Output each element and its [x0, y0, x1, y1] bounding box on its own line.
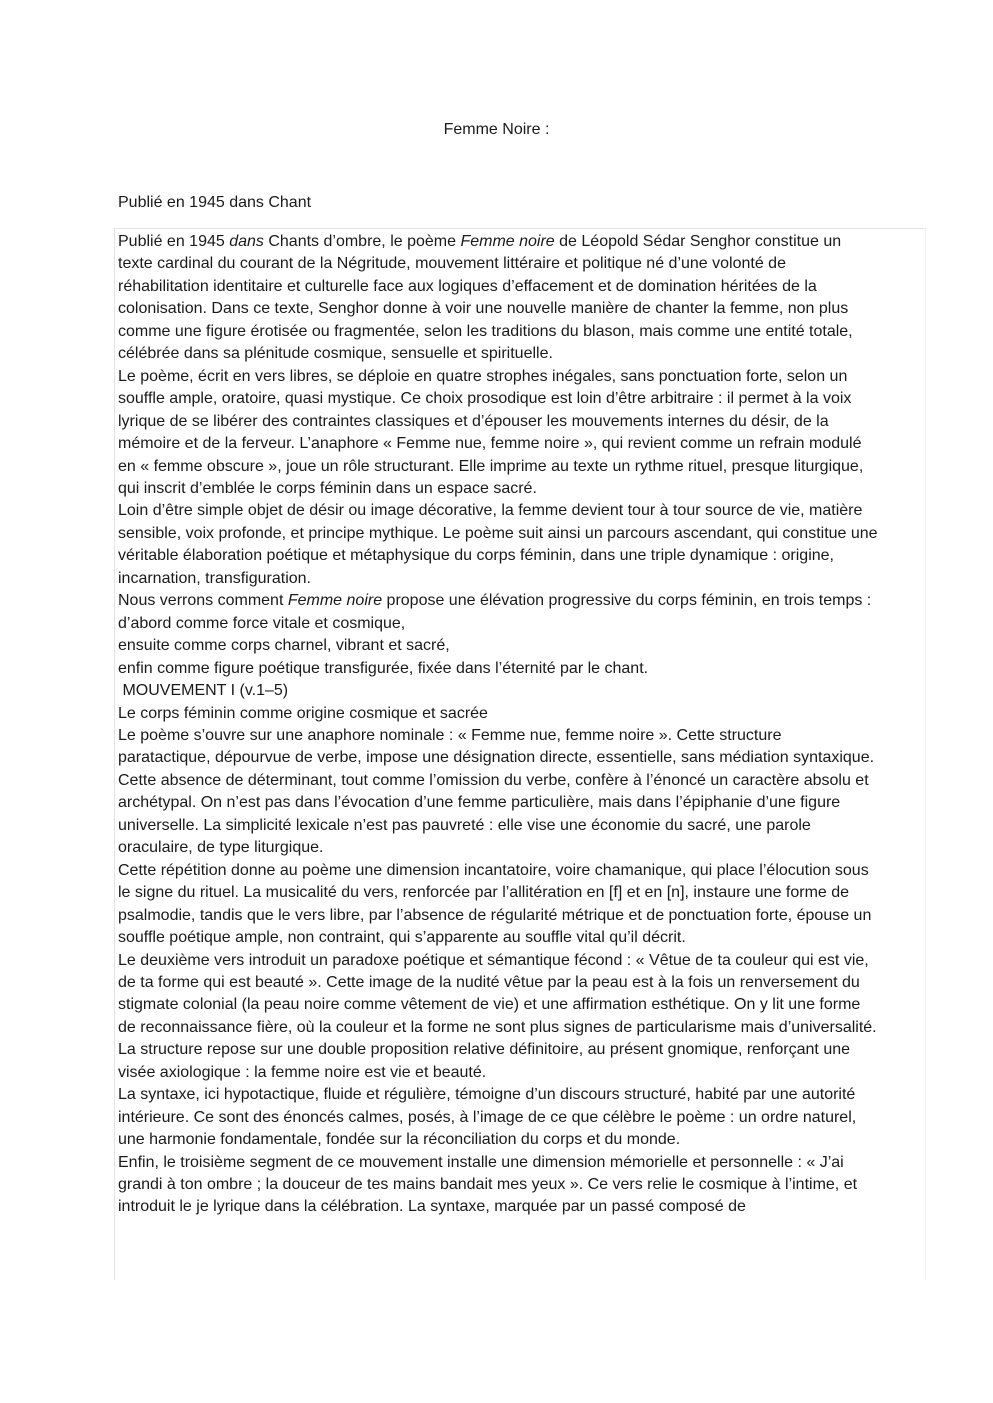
text-run: Nous verrons comment: [118, 592, 288, 610]
paragraph-interpretation: Loin d’être simple objet de désir ou image décorative, la femme devient tour à tour source de vie, matière sensible, voix profonde, et principe mythique. Le poème suit ainsi un parcours ascendant, qui constitue une véritable élaboration poétique et métaphysique du corps féminin, dans une triple dynamique : origine, incarnation, transfiguration.: [118, 502, 878, 587]
text-run: propose une élévation progressive du corps féminin, en trois temps :: [382, 592, 872, 610]
paragraph-anaphora: Le poème s’ouvre sur une anaphore nominale : « Femme nue, femme noire ». Cette structure paratactique, dépourvue de verbe, impose une désignation directe, essentielle, sans médiation syntaxique. Cette absence de déterminant, tout comme l’omission du verbe, confère à l’énoncé un caractère absolu et archétypal. On n’est pas dans l’évocation d’une femme particulière, mais dans l’épiphanie d’une figure universelle. La simplicité lexicale n’est pas pauvreté : elle vise une économie du sacré, une parole oraculaire, de type liturgique.: [118, 726, 875, 857]
paragraph-problematic: [118, 590, 878, 612]
plan-item-1: d’abord comme force vitale et cosmique,: [118, 614, 406, 632]
intro-line: Publié en 1945 dans Chant: [118, 194, 312, 211]
text-run: Chants d’ombre, le poème: [263, 233, 461, 250]
plan-item-2: ensuite comme corps charnel, vibrant et sacré,: [118, 637, 450, 655]
text-run: Publié en 1945: [118, 233, 230, 250]
italic-poem-title: Femme noire: [287, 592, 383, 610]
italic-poem-title: Femme noire: [460, 233, 555, 250]
section-subheading: Le corps féminin comme origine cosmique et sacrée: [118, 704, 488, 722]
text-frame: [114, 228, 926, 1280]
paragraph-repetition: Cette répétition donne au poème une dimension incantatoire, voire chamanique, qui place l’élocution sous le signe du rituel. La musicalité du vers, renforcée par l’allitération en [f] et en [n], instaure une forme de psalmodie, tandis que le vers libre, par l’absence de régularité métrique et de ponctuation forte, épouse un souffle poétique ample, non contraint, qui s’apparente au souffle vital qu’il décrit.: [118, 861, 872, 947]
plan-item-3: enfin comme figure poétique transfigurée, fixée dans l’éternité par le chant.: [118, 659, 649, 677]
paragraph-introduction: [118, 231, 878, 366]
paragraph-third-segment: Enfin, le troisième segment de ce mouvement installe une dimension mémorielle et personnelle : « J’ai grandi à ton ombre ; la douceur de tes mains bandait mes yeux ». Ce vers relie le cosmique à l’intime, et introduit le je lyrique dans la célébration. La syntaxe, marquée par un passé composé de: [118, 1153, 858, 1216]
text-run: de Léopold Sédar Senghor constitue un texte cardinal du courant de la Négritude, mouvement littéraire et politique né d’une volonté de réhabilitation identitaire et culturelle face aux logiques d’effacement et de domination héritées de la colonisation. Dans ce texte, Senghor donne à voir une nouvelle manière de chanter la femme, non plus comme une figure érotisée ou fragmentée, selon les traditions du blason, mais comme une entité totale, célébrée dans sa plénitude cosmique, sensuelle et spirituelle.: [118, 233, 853, 363]
paragraph-prosody: Le poème, écrit en vers libres, se déploie en quatre strophes inégales, sans ponctuation forte, selon un souffle ample, oratoire, quasi mystique. Ce choix prosodique est loin d’être arbitraire : il permet à la voix lyrique de se libérer des contraintes classiques et d’épouser les mouvements internes du désir, de la mémoire et de la ferveur. L’anaphore « Femme nue, femme noire », qui revient comme un refrain modulé en « femme obscure », joue un rôle structurant. Elle imprime au texte un rythme rituel, presque liturgique, qui inscrit d’emblée le corps féminin dans un espace sacré.: [118, 367, 864, 497]
page-title: Femme Noire :: [443, 121, 550, 138]
italic-text-run: dans: [229, 233, 264, 250]
paragraph-second-verse: Le deuxième vers introduit un paradoxe poétique et sémantique fécond : « Vêtue de ta couleur qui est vie, de ta forme qui est beauté ». Cette image de la nudité vêtue par la peau est à la fois un renversement du stigmate colonial (la peau noire comme vêtement de vie) et une affirmation esthétique. On y lit une forme de reconnaissance fière, où la couleur et la forme ne sont plus signes de particularisme mais d’universalité. La structure repose sur une double proposition relative définitoire, au présent gnomique, renforçant une visée axiologique : la femme noire est vie et beauté.: [118, 951, 877, 1081]
section-heading: MOUVEMENT I (v.1–5): [118, 682, 289, 700]
essay-body: [118, 231, 878, 1219]
paragraph-syntax: La syntaxe, ici hypotactique, fluide et régulière, témoigne d’un discours structuré, habité par une autorité intérieure. Ce sont des énoncés calmes, posés, à l’image de ce que célèbre le poème : un ordre naturel, une harmonie fondamentale, fondée sur la réconciliation du corps et du monde.: [118, 1086, 857, 1149]
